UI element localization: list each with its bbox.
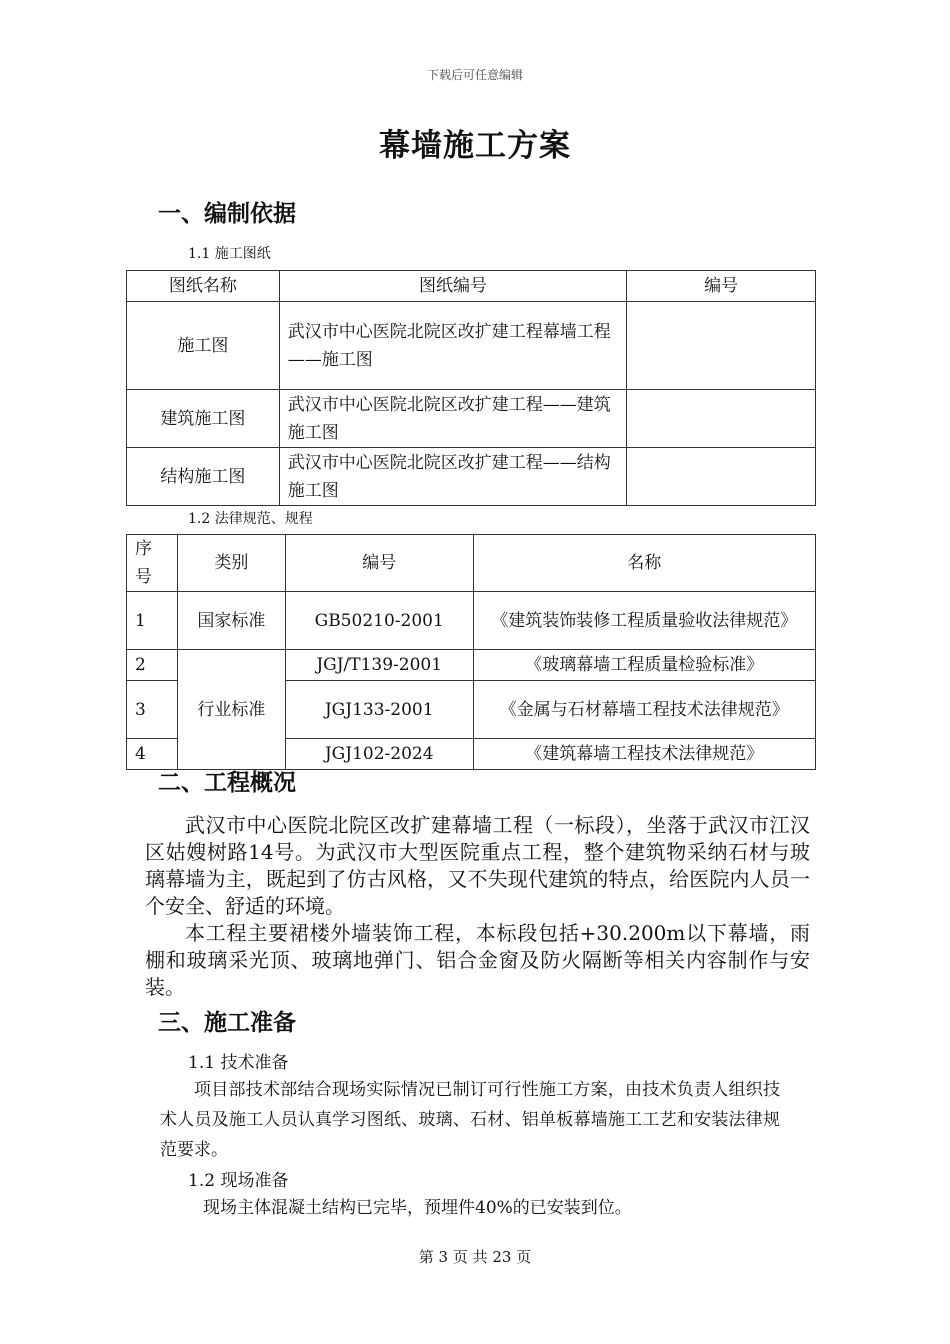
drawing-code-cell [627,302,816,390]
subsection-site-prep: 1.2 现场准备 [188,1171,289,1191]
subsection-drawings: 1.1 施工图纸 [188,246,271,262]
overview-paragraph: 本工程主要裙楼外墙装饰工程，本标段包括+30.200m以下幕墙，雨棚和玻璃采光顶、玻璃地弹门、铝合金窗及防火隔断等相关内容制作与安装。 [145,921,810,999]
table-row [127,390,816,448]
document-title: 幕墙施工方案 [379,128,571,164]
table-row [127,448,816,506]
overview-paragraph: 武汉市中心医院北院区改扩建幕墙工程（一标段），坐落于武汉市江汉区姑嫂树路14号。为武汉市大型医院重点工程，整个建筑物采纳石材与玻璃幕墙为主，既起到了仿古风格，又不失现代建筑的特点，给医院内人员一个安全、舒适的环境。 [145,813,810,918]
section-heading-basis: 一、编制依据 [158,200,296,227]
header-cell: 序号 [127,535,178,592]
site-prep-text: 现场主体混凝土结构已完毕，预埋件40%的已安装到位。 [203,1198,632,1218]
standard-name-cell: 《玻璃幕墙工程质量检验标准》 [473,650,815,681]
drawings-table [126,270,816,506]
subsection-tech-prep: 1.1 技术准备 [188,1053,289,1073]
header-cell: 图纸名称 [127,271,280,302]
drawing-name-cell: 结构施工图 [127,448,280,506]
tech-prep-text: 项目部技术部结合现场实际情况已制订可行性施工方案，由技术负责人组织技术人员及施工人员认真学习图纸、玻璃、石材、铝单板幕墙施工工艺和安装法律规范要求。 [160,1080,780,1160]
row-number-cell: 2 [127,650,178,681]
category-cell: 国家标准 [177,592,285,650]
header-cell: 编号 [627,271,816,302]
row-number-cell: 1 [127,592,178,650]
subsection-standards: 1.2 法律规范、规程 [188,511,313,527]
drawing-number-cell: 武汉市中心医院北院区改扩建工程——建筑施工图 [279,390,626,448]
table-row [127,302,816,390]
drawing-code-cell [627,448,816,506]
standards-table [126,534,816,770]
code-cell: JGJ133-2001 [285,681,473,739]
header-cell: 图纸编号 [279,271,626,302]
row-number-cell: 4 [127,739,178,770]
section-heading-preparation: 三、施工准备 [158,1009,296,1036]
section-heading-overview: 二、工程概况 [158,769,296,796]
table-row [127,592,816,650]
overview-text [145,812,810,1001]
drawing-number-cell: 武汉市中心医院北院区改扩建工程——结构施工图 [279,448,626,506]
standard-name-cell: 《建筑幕墙工程技术法律规范》 [473,739,815,770]
category-cell: 行业标准 [177,650,285,770]
header-cell: 名称 [473,535,815,592]
table-header-row [127,535,816,592]
page-header: 下载后可任意编辑 [426,68,523,82]
code-cell: JGJ102-2024 [285,739,473,770]
table-row [127,650,816,681]
standard-name-cell: 《建筑装饰装修工程质量验收法律规范》 [473,592,815,650]
drawing-name-cell: 建筑施工图 [127,390,280,448]
table-header-row [127,271,816,302]
header-cell: 类别 [177,535,285,592]
page-footer: 第 3 页 共 23 页 [418,1248,532,1266]
standard-name-cell: 《金属与石材幕墙工程技术法律规范》 [473,681,815,739]
row-number-cell: 3 [127,681,178,739]
code-cell: GB50210-2001 [285,592,473,650]
code-cell: JGJ/T139-2001 [285,650,473,681]
drawing-number-cell: 武汉市中心医院北院区改扩建工程幕墙工程——施工图 [279,302,626,390]
drawing-name-cell: 施工图 [127,302,280,390]
drawing-code-cell [627,390,816,448]
header-cell: 编号 [285,535,473,592]
